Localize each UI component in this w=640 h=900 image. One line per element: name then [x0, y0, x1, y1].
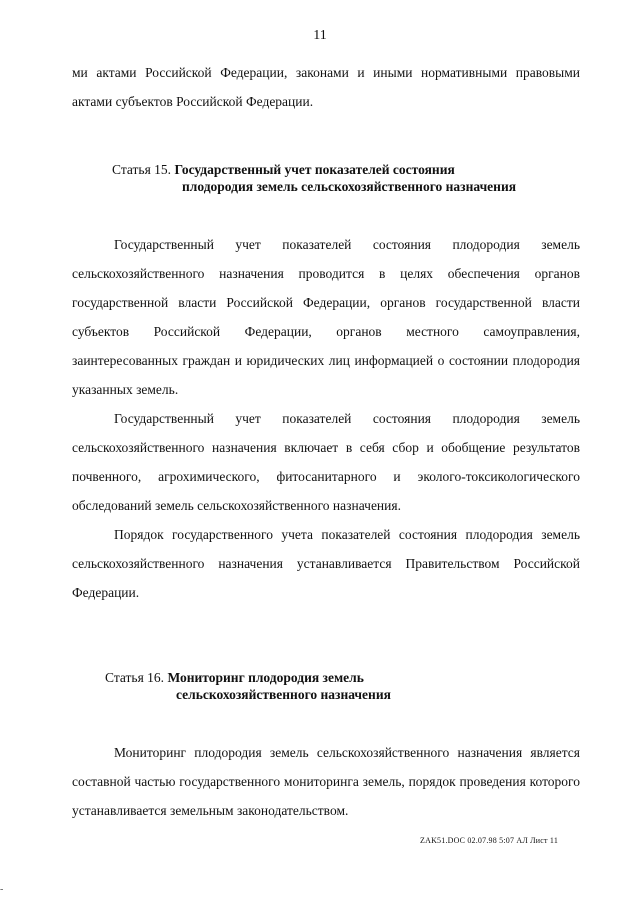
article-15-prefix: Статья 15.: [112, 162, 172, 177]
article-15-paragraph-3: Порядок государственного учета показателей состояния плодородия земель сельскохозяйственного назначения устанавливается Правительством Российской Федерации.: [72, 527, 580, 600]
article-15-title-line2: плодородия земель сельскохозяйственного назначения: [182, 179, 517, 194]
document-body: [72, 58, 580, 825]
edge-mark: -: [0, 884, 4, 895]
article-16-paragraph-1: Мониторинг плодородия земель сельскохозяйственного назначения является составной частью государственного мониторинга земель, порядок проведения которого устанавливается земельным законодательством.: [72, 745, 580, 818]
article-16-title-line1: Мониторинг плодородия земель: [167, 670, 364, 685]
article-16-title-line2: сельскохозяйственного назначения: [176, 687, 391, 702]
page-number: 11: [313, 28, 327, 43]
article-16-prefix: Статья 16.: [105, 670, 165, 685]
article-15-paragraph-2: Государственный учет показателей состояния плодородия земель сельскохозяйственного назначения включает в себя сбор и обобщение результатов почвенного, агрохимического, фитосанитарного и эколого-токсикологического обследований земель сельскохозяйственного назначения.: [72, 411, 580, 513]
continuation-paragraph: ми актами Российской Федерации, законами и иными нормативными правовыми актами субъектов Российской Федерации.: [72, 65, 580, 109]
article-15-heading: [72, 161, 580, 195]
article-15-heading-line1: [112, 161, 580, 178]
article-15-title-line1: Государственный учет показателей состояния: [174, 162, 455, 177]
article-15-paragraph-1: Государственный учет показателей состояния плодородия земель сельскохозяйственного назначения проводится в целях обеспечения органов государственной власти Российской Федерации, органов государственной власти субъектов Российской Федерации, органов местного самоуправления, заинтересованных граждан и юридических лиц информацией о состоянии плодородия указанных земель.: [72, 237, 580, 397]
article-16-heading-line1: [105, 669, 580, 686]
document-footer: ZAK51.DOC 02.07.98 5:07 АЛ Лист 11: [420, 836, 559, 845]
article-16-heading: [72, 669, 580, 703]
